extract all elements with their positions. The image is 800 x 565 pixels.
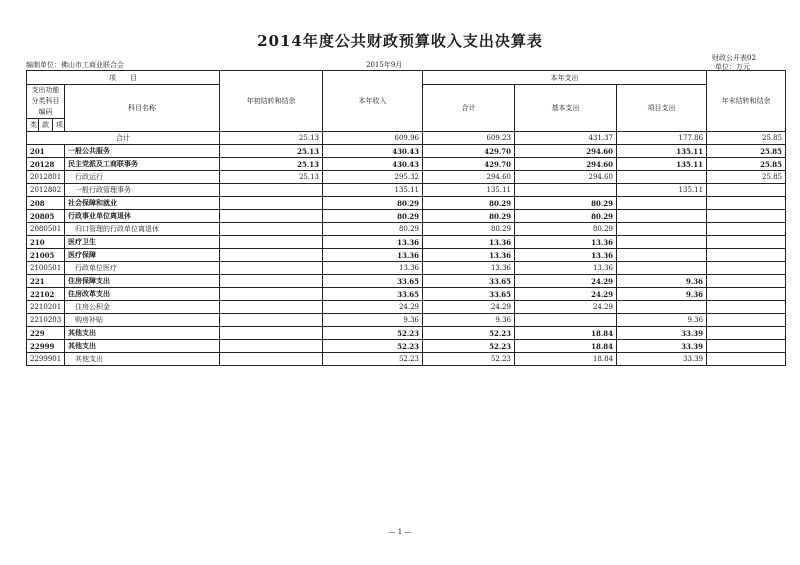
row-name: 医疗卫生	[65, 236, 220, 249]
cell-begin: 25.13	[220, 145, 323, 158]
header-entry: 项	[53, 119, 65, 132]
cell-begin	[220, 249, 323, 262]
cell-end	[707, 275, 786, 288]
cell-total: 52.23	[423, 327, 515, 340]
cell-end	[707, 184, 786, 197]
cell-project	[617, 210, 707, 223]
cell-project: 9.36	[617, 275, 707, 288]
header-begin-balance: 年初结转和结余	[220, 71, 323, 132]
cell-project	[617, 236, 707, 249]
page-number: — 1 —	[388, 528, 412, 536]
cell-total: 294.60	[423, 171, 515, 184]
unit-label: 单位：万元	[715, 63, 750, 71]
cell-project: 9.36	[617, 314, 707, 327]
cell-end: 25.85	[707, 132, 786, 145]
cell-income: 80.29	[323, 210, 423, 223]
row-name: 行政单位医疗	[65, 262, 220, 275]
row-code: 229	[27, 327, 65, 340]
cell-total: 33.65	[423, 288, 515, 301]
cell-begin	[220, 353, 323, 366]
row-name: 一般公共服务	[65, 145, 220, 158]
row-name: 归口管理的行政单位离退休	[65, 223, 220, 236]
cell-end: 25.85	[707, 145, 786, 158]
cell-income: 609.96	[323, 132, 423, 145]
cell-income: 24.29	[323, 301, 423, 314]
row-code: 2100501	[27, 262, 65, 275]
row-name: 医疗保障	[65, 249, 220, 262]
row-code: 2210201	[27, 301, 65, 314]
row-name: 合计	[27, 132, 220, 145]
cell-total: 13.36	[423, 249, 515, 262]
cell-end	[707, 223, 786, 236]
cell-project: 33.39	[617, 340, 707, 353]
cell-basic: 294.60	[515, 145, 617, 158]
table-row	[27, 197, 786, 210]
row-code: 20128	[27, 158, 65, 171]
row-code: 208	[27, 197, 65, 210]
row-code: 210	[27, 236, 65, 249]
cell-basic: 13.36	[515, 236, 617, 249]
cell-project: 33.39	[617, 353, 707, 366]
table-row	[27, 132, 786, 145]
cell-income: 52.23	[323, 340, 423, 353]
cell-basic: 18.84	[515, 340, 617, 353]
cell-income: 33.65	[323, 275, 423, 288]
table-row	[27, 223, 786, 236]
cell-basic: 80.29	[515, 223, 617, 236]
cell-basic	[515, 314, 617, 327]
cell-basic: 13.36	[515, 262, 617, 275]
report-date: 2015年9月	[366, 61, 403, 69]
table-row	[27, 301, 786, 314]
cell-total: 13.36	[423, 236, 515, 249]
table-row	[27, 210, 786, 223]
cell-income: 80.29	[323, 197, 423, 210]
row-name: 一般行政管理事务	[65, 184, 220, 197]
cell-income: 13.36	[323, 262, 423, 275]
table-row	[27, 236, 786, 249]
cell-project	[617, 171, 707, 184]
cell-begin	[220, 262, 323, 275]
row-name: 其他支出	[65, 327, 220, 340]
cell-basic: 24.29	[515, 301, 617, 314]
row-name: 住房改革支出	[65, 288, 220, 301]
report-title: 2014年度公共财政预算收入支出决算表	[257, 32, 543, 50]
cell-total: 33.65	[423, 275, 515, 288]
row-code: 201	[27, 145, 65, 158]
cell-project	[617, 223, 707, 236]
cell-income: 80.29	[323, 223, 423, 236]
cell-total: 429.70	[423, 145, 515, 158]
cell-begin: 25.13	[220, 158, 323, 171]
table-row	[27, 275, 786, 288]
row-name: 其他支出	[65, 353, 220, 366]
header-item: 项 目	[27, 71, 220, 85]
row-name: 行政事业单位离退休	[65, 210, 220, 223]
table-row	[27, 249, 786, 262]
cell-basic: 18.84	[515, 353, 617, 366]
cell-total: 9.36	[423, 314, 515, 327]
table-row	[27, 288, 786, 301]
cell-begin: 25.13	[220, 171, 323, 184]
cell-begin	[220, 301, 323, 314]
row-name: 购房补贴	[65, 314, 220, 327]
cell-total: 52.23	[423, 340, 515, 353]
row-code: 21005	[27, 249, 65, 262]
cell-project: 135.11	[617, 145, 707, 158]
cell-end	[707, 236, 786, 249]
cell-basic	[515, 184, 617, 197]
cell-project: 33.39	[617, 327, 707, 340]
row-code: 20805	[27, 210, 65, 223]
cell-total: 13.36	[423, 262, 515, 275]
form-code: 财政公开表02	[712, 54, 756, 62]
cell-total: 52.23	[423, 353, 515, 366]
cell-income: 295.32	[323, 171, 423, 184]
cell-begin	[220, 275, 323, 288]
cell-end	[707, 210, 786, 223]
cell-basic: 80.29	[515, 197, 617, 210]
cell-end	[707, 314, 786, 327]
cell-end	[707, 288, 786, 301]
cell-project: 9.36	[617, 288, 707, 301]
cell-income: 13.36	[323, 249, 423, 262]
cell-end: 25.85	[707, 158, 786, 171]
cell-income: 430.43	[323, 158, 423, 171]
row-code: 2299901	[27, 353, 65, 366]
cell-end	[707, 262, 786, 275]
cell-project	[617, 249, 707, 262]
cell-basic: 18.84	[515, 327, 617, 340]
cell-end	[707, 353, 786, 366]
cell-begin	[220, 236, 323, 249]
row-name: 行政运行	[65, 171, 220, 184]
cell-total: 24.29	[423, 301, 515, 314]
row-name: 其他支出	[65, 340, 220, 353]
cell-basic: 294.60	[515, 171, 617, 184]
cell-income: 52.23	[323, 353, 423, 366]
cell-total: 429.70	[423, 158, 515, 171]
row-code: 2012802	[27, 184, 65, 197]
table-row	[27, 158, 786, 171]
header-expense: 本年支出	[423, 71, 707, 85]
cell-total: 609.23	[423, 132, 515, 145]
cell-income: 13.36	[323, 236, 423, 249]
header-total: 合计	[423, 85, 515, 132]
cell-end	[707, 197, 786, 210]
row-code: 2080501	[27, 223, 65, 236]
cell-begin	[220, 184, 323, 197]
row-name: 住房公积金	[65, 301, 220, 314]
cell-project: 135.11	[617, 184, 707, 197]
cell-begin	[220, 340, 323, 353]
cell-project: 177.86	[617, 132, 707, 145]
table-row	[27, 262, 786, 275]
cell-income: 52.23	[323, 327, 423, 340]
cell-end: 25.85	[707, 171, 786, 184]
cell-basic: 13.36	[515, 249, 617, 262]
cell-begin	[220, 288, 323, 301]
cell-total: 80.29	[423, 223, 515, 236]
header-func-class: 支出功能分类科目编码	[27, 85, 65, 119]
cell-project: 135.11	[617, 158, 707, 171]
cell-income: 9.36	[323, 314, 423, 327]
row-name: 民主党派及工商联事务	[65, 158, 220, 171]
cell-basic: 24.29	[515, 288, 617, 301]
org-label: 编制单位：佛山市工商业联合会	[26, 61, 124, 69]
cell-project	[617, 262, 707, 275]
cell-begin	[220, 327, 323, 340]
row-code: 2012801	[27, 171, 65, 184]
header-end-balance: 年末结转和结余	[707, 71, 786, 132]
cell-total: 135.11	[423, 184, 515, 197]
cell-end	[707, 301, 786, 314]
cell-end	[707, 327, 786, 340]
header-subject-name: 科目名称	[65, 85, 220, 132]
row-code: 221	[27, 275, 65, 288]
row-code: 22999	[27, 340, 65, 353]
header-kind: 类	[27, 119, 39, 132]
cell-income: 430.43	[323, 145, 423, 158]
table-row	[27, 340, 786, 353]
table-row	[27, 171, 786, 184]
cell-total: 80.29	[423, 210, 515, 223]
header-project: 项目支出	[617, 85, 707, 132]
table-row	[27, 353, 786, 366]
budget-table	[26, 70, 786, 366]
row-code: 2210203	[27, 314, 65, 327]
cell-basic: 80.29	[515, 210, 617, 223]
table-row	[27, 184, 786, 197]
cell-basic: 294.60	[515, 158, 617, 171]
cell-income: 33.65	[323, 288, 423, 301]
cell-total: 80.29	[423, 197, 515, 210]
cell-basic: 24.29	[515, 275, 617, 288]
cell-begin	[220, 223, 323, 236]
cell-begin	[220, 314, 323, 327]
header-section: 款	[39, 119, 53, 132]
header-basic: 基本支出	[515, 85, 617, 132]
cell-income: 135.11	[323, 184, 423, 197]
cell-begin: 25.13	[220, 132, 323, 145]
table-row	[27, 145, 786, 158]
row-code: 22102	[27, 288, 65, 301]
table-row	[27, 327, 786, 340]
header-income: 本年收入	[323, 71, 423, 132]
cell-end	[707, 340, 786, 353]
cell-basic: 431.37	[515, 132, 617, 145]
row-name: 住房保障支出	[65, 275, 220, 288]
cell-end	[707, 249, 786, 262]
cell-begin	[220, 197, 323, 210]
cell-project	[617, 301, 707, 314]
table-row	[27, 314, 786, 327]
cell-project	[617, 197, 707, 210]
row-name: 社会保障和就业	[65, 197, 220, 210]
cell-begin	[220, 210, 323, 223]
